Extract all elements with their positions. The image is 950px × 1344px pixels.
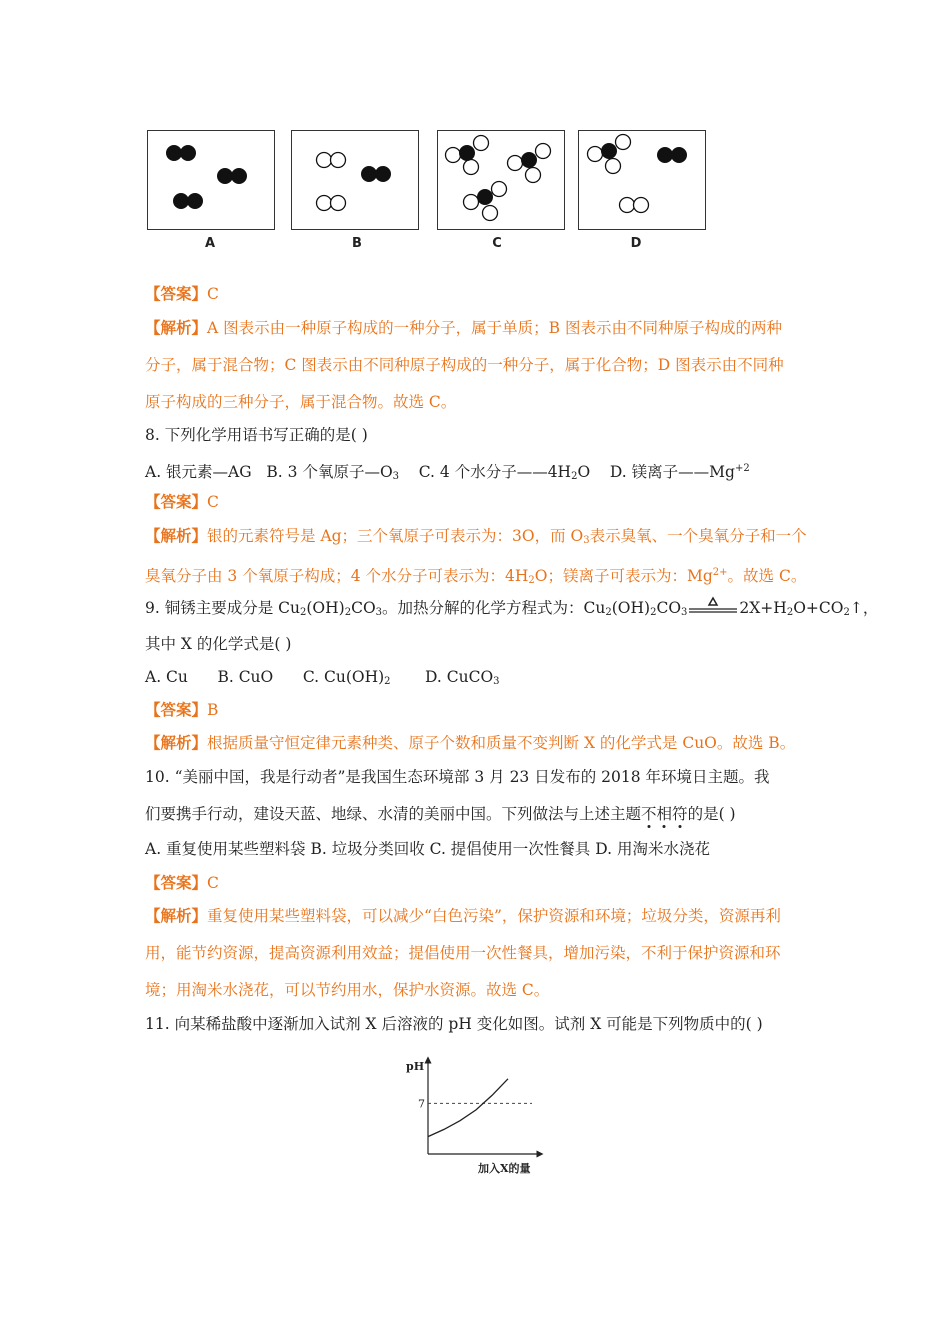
option-b: B. CuO [217,668,274,686]
figure-label-a: A [204,236,216,251]
analysis-text: 根据质量守恒定律元素种类、原子个数和质量不变判断 X 的化学式是 CuO。故选 B。 [207,734,796,752]
q10-question-line-1: 10. “美丽中国，我是行动者”是我国生态环境部 3 月 23 日发布的 2018 年环境日主题。我 [145,768,770,786]
q11-question: 11. 向某稀盐酸中逐渐加入试剂 X 后溶液的 pH 变化如图。试剂 X 可能是下列物质中的( ) [145,1015,763,1033]
y-axis-label: pH [406,1060,425,1073]
option-c: C. 4 个水分子$——4H_2O$ [418,463,591,482]
answer-value: B [207,701,219,719]
q10-analysis-line-3: 境；用淘米水浇花，可以节约用水，保护水资源。故选 C。 [145,981,550,999]
option-c: C. $Cu(OH)_2$ [302,668,391,687]
answer-tag: 【答案】 [145,873,208,892]
figure-box-d [578,130,706,230]
y-tick-label-7: 7 [418,1097,425,1111]
option-b: B. 3 个氧原子$—O_3$ [266,463,400,482]
q9-answer [145,699,815,721]
q7-analysis-line-3: 原子构成的三种分子，属于混合物。故选 C。 [145,393,457,411]
analysis-tag: 【解析】 [145,733,208,752]
figure-a-drawing [148,131,273,228]
q10-question-line-2: 们要携手行动，建设天蓝、地绿、水清的美丽中国。下列做法与上述主题不相符的是( ) [145,805,736,823]
q10-analysis-line-2: 用，能节约资源，提高资源利用效益；提倡使用一次性餐具，增加污染，不利于保护资源和环 [145,944,781,962]
heating-condition-arrow [687,596,739,616]
figure-c-drawing [438,131,563,228]
ph-curve [428,1079,508,1137]
q8-analysis-line-1: 【解析】银的元素符号是 Ag；三个氧原子可表示为：3O，而 $O_3$表示臭氧、一个臭氧分子和一个 [145,526,807,546]
option-a: A. 银元素—AG [145,463,252,481]
x-axis-label: 加入X的量 [478,1162,531,1175]
q9-analysis [145,732,815,754]
figure-label-b: B [352,236,362,251]
q8-answer [145,491,815,513]
answer-tag: 【答案】 [145,700,208,719]
emphasis-char: 符 [672,805,688,823]
q7-analysis-line-1 [145,317,815,339]
figure-box-a [147,130,275,230]
figure-b-drawing [292,131,417,228]
answer-value: C [207,874,219,892]
q10-options: A. 重复使用某些塑料袋 B. 垃圾分类回收 C. 提倡使用一次性餐具 D. 用淘米水浇花 [145,840,710,858]
q8-question: 8. 下列化学用语书写正确的是( ) [145,426,368,444]
q8-options [145,458,815,488]
answer-value: C [207,493,219,511]
option-d: D. CuCO$_3$ [425,668,500,687]
option-d: D. 镁离子$——Mg^{+2}$ [609,463,750,481]
analysis-text: A 图表示由一种原子构成的一种分子，属于单质；B 图表示由不同种原子构成的两种 [207,319,782,337]
analysis-tag: 【解析】 [145,526,208,545]
answer-value: C [207,285,219,303]
ph-chart [400,1050,560,1180]
analysis-tag: 【解析】 [145,906,208,925]
q10-analysis-line-1 [145,905,815,927]
answer-tag: 【答案】 [145,492,208,511]
figure-label-c: C [492,236,502,251]
q10-answer [145,872,815,894]
figure-box-c [437,130,565,230]
q7-answer [145,283,815,305]
q9-question-line-1: 9. 铜锈主要成分是 $Cu_2(OH)_2CO_3$。加热分解的化学方程式为：$Cu_2(OH)_2CO_3$ $2X+H_2O+CO_2↑$， [145,596,815,624]
analysis-tag: 【解析】 [145,318,208,337]
q8-analysis-line-2: 臭氧分子由 3 个氧原子构成；4 个水分子可表示为：$4H_2O$；镁离子可表示为：$Mg^{2+}$。故选 C。 [145,567,807,586]
option-a: A. Cu [145,668,188,686]
emphasis-char: 相 [656,805,673,823]
figure-label-d: D [630,236,642,251]
figure-d-drawing [579,131,704,228]
q7-analysis-line-2: 分子，属于混合物；C 图表示由不同种原子构成的一种分子，属于化合物；D 图表示由不同种 [145,356,784,374]
answer-tag: 【答案】 [145,284,208,303]
q9-options [145,666,815,693]
analysis-text: 重复使用某些塑料袋，可以减少“白色污染”，保护资源和环境；垃圾分类，资源再利 [207,907,781,925]
emphasis-char: 不 [641,805,657,823]
q9-question-line-2: 其中 X 的化学式是( ) [145,635,292,653]
figure-box-b [291,130,419,230]
